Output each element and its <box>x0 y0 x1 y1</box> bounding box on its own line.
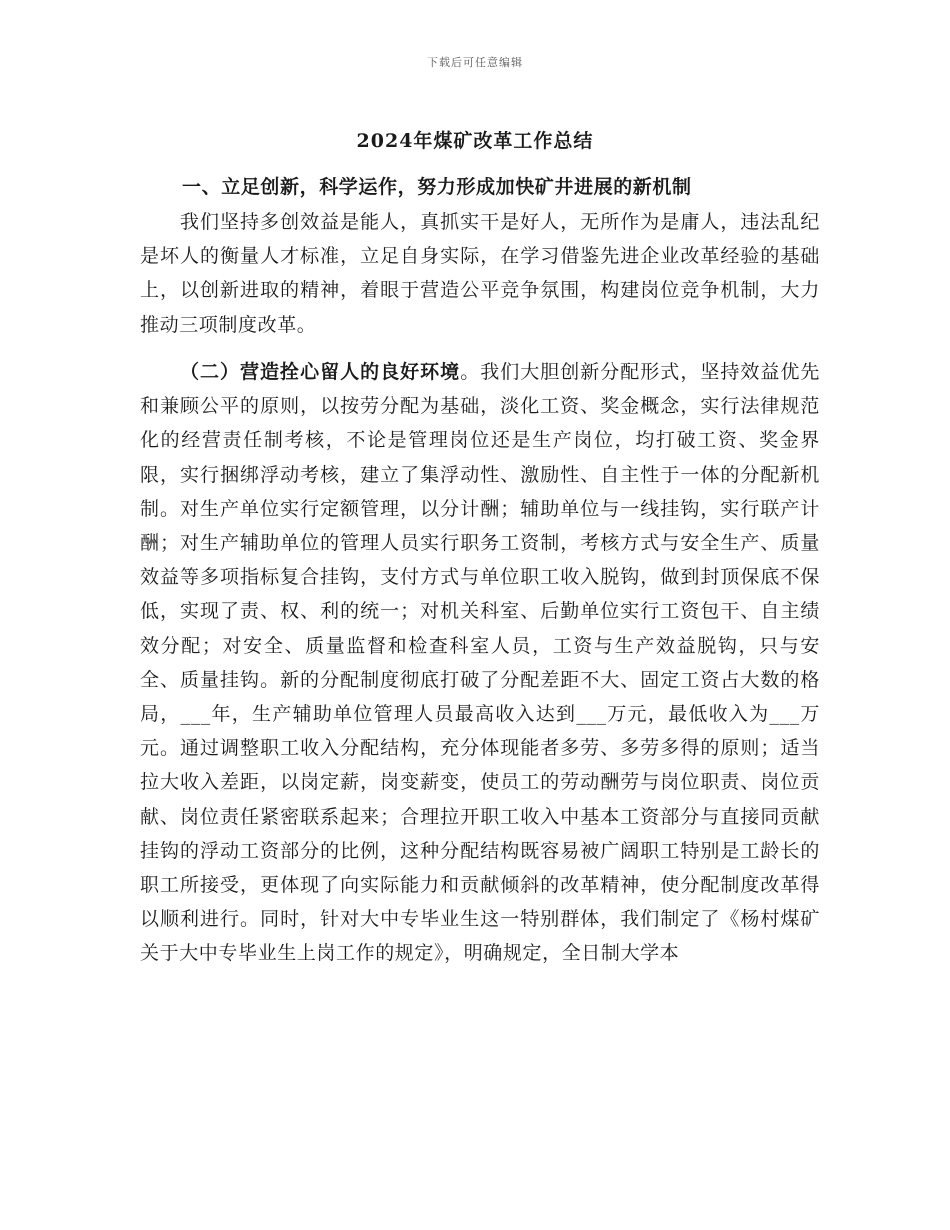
paragraph-1 <box>140 205 820 342</box>
paragraph-2 <box>140 355 820 971</box>
section-heading <box>140 170 820 204</box>
section-heading-text: 一、立足创新，科学运作，努力形成加快矿井进展的新机制 <box>182 176 692 198</box>
header-note: 下载后可任意编辑 <box>427 56 523 69</box>
paragraph-2-lead: （二）营造拴心留人的良好环境 <box>180 361 461 383</box>
paragraph-1-text: 我们坚持多创效益是能人，真抓实干是好人，无所作为是庸人，违法乱纪是坏人的衡量人才标准，立足自身实际，在学习借鉴先进企业改革经验的基础上，以创新进取的精神，着眼于营造公平竞争氛围，构建岗位竞争机制，大力推动三项制度改革。 <box>140 211 820 336</box>
paragraph-2-text <box>140 355 820 971</box>
document-title: 2024年煤矿改革工作总结 <box>356 130 594 152</box>
paragraph-2-body: 。我们大胆创新分配形式，坚持效益优先和兼顾公平的原则，以按劳分配为基础，淡化工资、奖金概念，实行法律规范化的经营责任制考核，不论是管理岗位还是生产岗位，均打破工资、奖金界限，实行捆绑浮动考核，建立了集浮动性、激励性、自主性于一体的分配新机制。对生产单位实行定额管理，以分计酬；辅助单位与一线挂钩，实行联产计酬；对生产辅助单位的管理人员实行职务工资制，考核方式与安全生产、质量效益等多项指标复合挂钩，支付方式与单位职工收入脱钩，做到封顶保底不保低，实现了责、权、利的统一；对机关科室、后勤单位实行工资包干、自主绩效分配；对安全、质量监督和检查科室人员，工资与生产效益脱钩，只与安全、质量挂钩。新的分配制度彻底打破了分配差距不大、固定工资占大数的格局，___年，生产辅助单位管理人员最高收入达到___万元，最低收入为___万元。通过调整职工收入分配结构，充分体现能者多劳、多劳多得的原则；适当拉大收入差距，以岗定薪，岗变薪变，使员工的劳动酬劳与岗位职责、岗位贡献、岗位责任紧密联系起来；合理拉开职工收入中基本工资部分与直接同贡献挂钩的浮动工资部分的比例，这种分配结构既容易被广阔职工特别是工龄长的职工所接受，更体现了向实际能力和贡献倾斜的改革精神，使分配制度改革得以顺利进行。同时，针对大中专毕业生这一特别群体，我们制定了《杨村煤矿关于大中专毕业生上岗工作的规定》，明确规定，全日制大学本 <box>140 361 820 965</box>
